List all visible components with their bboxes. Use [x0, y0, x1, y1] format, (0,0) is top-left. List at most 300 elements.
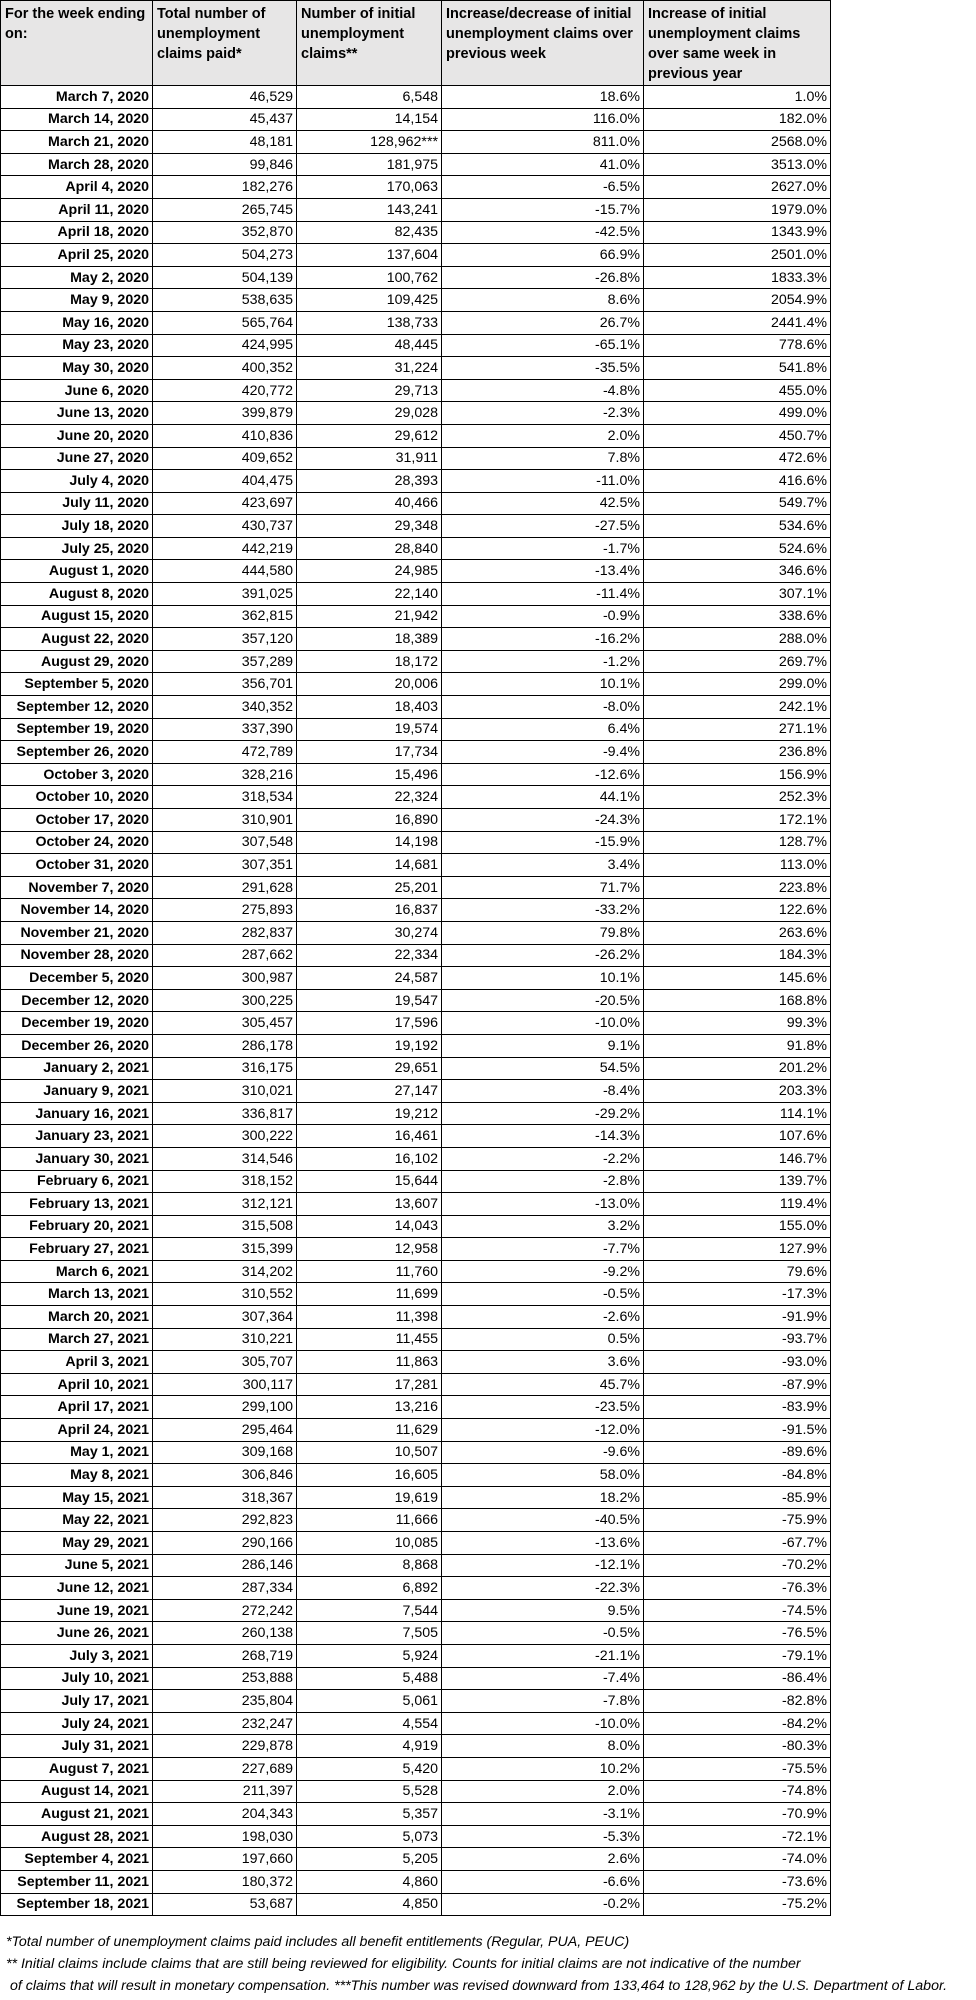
- yearly-change-cell: -17.3%: [644, 1283, 831, 1306]
- weekly-change-cell: 2.6%: [442, 1848, 644, 1871]
- week-ending-cell: August 29, 2020: [1, 650, 153, 673]
- table-row: [1, 1667, 831, 1690]
- yearly-change-cell: 524.6%: [644, 537, 831, 560]
- claims-paid-cell: 99,846: [153, 153, 297, 176]
- initial-claims-cell: 14,154: [297, 108, 442, 131]
- claims-paid-cell: 565,764: [153, 311, 297, 334]
- table-row: [1, 492, 831, 515]
- yearly-change-cell: 299.0%: [644, 673, 831, 696]
- initial-claims-cell: 15,644: [297, 1170, 442, 1193]
- initial-claims-cell: 19,574: [297, 718, 442, 741]
- weekly-change-cell: -14.3%: [442, 1125, 644, 1148]
- table-row: [1, 899, 831, 922]
- weekly-change-cell: 3.4%: [442, 854, 644, 877]
- week-ending-cell: August 15, 2020: [1, 605, 153, 628]
- claims-paid-cell: 300,222: [153, 1125, 297, 1148]
- yearly-change-cell: 91.8%: [644, 1034, 831, 1057]
- initial-claims-cell: 19,619: [297, 1486, 442, 1509]
- claims-paid-cell: 310,221: [153, 1328, 297, 1351]
- weekly-change-cell: -65.1%: [442, 334, 644, 357]
- initial-claims-cell: 170,063: [297, 176, 442, 199]
- weekly-change-cell: 8.6%: [442, 289, 644, 312]
- yearly-change-cell: -75.2%: [644, 1893, 831, 1916]
- weekly-change-cell: 3.2%: [442, 1215, 644, 1238]
- week-ending-cell: October 31, 2020: [1, 854, 153, 877]
- weekly-change-cell: -0.9%: [442, 605, 644, 628]
- header-yearly-change: Increase of initial unemployment claims over same week in previous year: [644, 1, 831, 86]
- week-ending-cell: July 3, 2021: [1, 1644, 153, 1667]
- table-row: [1, 266, 831, 289]
- week-ending-cell: August 22, 2020: [1, 628, 153, 651]
- weekly-change-cell: -4.8%: [442, 379, 644, 402]
- initial-claims-cell: 24,587: [297, 967, 442, 990]
- yearly-change-cell: -74.8%: [644, 1780, 831, 1803]
- table-row: [1, 447, 831, 470]
- weekly-change-cell: -7.4%: [442, 1667, 644, 1690]
- yearly-change-cell: -76.5%: [644, 1622, 831, 1645]
- table-row: [1, 1780, 831, 1803]
- table-row: [1, 1351, 831, 1374]
- claims-paid-cell: 275,893: [153, 899, 297, 922]
- week-ending-cell: November 28, 2020: [1, 944, 153, 967]
- claims-paid-cell: 314,202: [153, 1260, 297, 1283]
- yearly-change-cell: 236.8%: [644, 741, 831, 764]
- week-ending-cell: December 19, 2020: [1, 1012, 153, 1035]
- initial-claims-cell: 18,403: [297, 696, 442, 719]
- yearly-change-cell: 242.1%: [644, 696, 831, 719]
- weekly-change-cell: -13.4%: [442, 560, 644, 583]
- yearly-change-cell: 113.0%: [644, 854, 831, 877]
- weekly-change-cell: -11.0%: [442, 470, 644, 493]
- claims-paid-cell: 300,987: [153, 967, 297, 990]
- initial-claims-cell: 16,837: [297, 899, 442, 922]
- claims-paid-cell: 340,352: [153, 696, 297, 719]
- claims-paid-cell: 307,364: [153, 1306, 297, 1329]
- table-row: [1, 673, 831, 696]
- yearly-change-cell: -75.9%: [644, 1509, 831, 1532]
- claims-paid-cell: 391,025: [153, 583, 297, 606]
- initial-claims-cell: 28,393: [297, 470, 442, 493]
- table-row: [1, 876, 831, 899]
- table-row: [1, 1848, 831, 1871]
- yearly-change-cell: -75.5%: [644, 1757, 831, 1780]
- table-row: [1, 470, 831, 493]
- yearly-change-cell: 288.0%: [644, 628, 831, 651]
- table-row: [1, 1441, 831, 1464]
- weekly-change-cell: 18.2%: [442, 1486, 644, 1509]
- yearly-change-cell: 1343.9%: [644, 221, 831, 244]
- week-ending-cell: April 11, 2020: [1, 198, 153, 221]
- claims-paid-cell: 316,175: [153, 1057, 297, 1080]
- claims-paid-cell: 292,823: [153, 1509, 297, 1532]
- table-row: [1, 1419, 831, 1442]
- initial-claims-cell: 13,216: [297, 1396, 442, 1419]
- initial-claims-cell: 30,274: [297, 921, 442, 944]
- claims-paid-cell: 268,719: [153, 1644, 297, 1667]
- yearly-change-cell: 203.3%: [644, 1080, 831, 1103]
- week-ending-cell: April 3, 2021: [1, 1351, 153, 1374]
- claims-paid-cell: 305,707: [153, 1351, 297, 1374]
- yearly-change-cell: 1.0%: [644, 86, 831, 109]
- week-ending-cell: August 28, 2021: [1, 1825, 153, 1848]
- table-row: [1, 1193, 831, 1216]
- initial-claims-cell: 5,061: [297, 1690, 442, 1713]
- initial-claims-cell: 19,547: [297, 989, 442, 1012]
- table-row: [1, 831, 831, 854]
- weekly-change-cell: -16.2%: [442, 628, 644, 651]
- table-row: [1, 944, 831, 967]
- week-ending-cell: July 18, 2020: [1, 515, 153, 538]
- table-row: [1, 1735, 831, 1758]
- weekly-change-cell: 3.6%: [442, 1351, 644, 1374]
- initial-claims-cell: 11,863: [297, 1351, 442, 1374]
- week-ending-cell: September 11, 2021: [1, 1870, 153, 1893]
- yearly-change-cell: -82.8%: [644, 1690, 831, 1713]
- yearly-change-cell: 3513.0%: [644, 153, 831, 176]
- table-body: [1, 86, 831, 1916]
- yearly-change-cell: 252.3%: [644, 786, 831, 809]
- claims-paid-cell: 400,352: [153, 357, 297, 380]
- weekly-change-cell: 26.7%: [442, 311, 644, 334]
- week-ending-cell: September 4, 2021: [1, 1848, 153, 1871]
- week-ending-cell: June 13, 2020: [1, 402, 153, 425]
- table-row: [1, 786, 831, 809]
- claims-paid-cell: 307,548: [153, 831, 297, 854]
- week-ending-cell: November 14, 2020: [1, 899, 153, 922]
- initial-claims-cell: 48,445: [297, 334, 442, 357]
- claims-paid-cell: 46,529: [153, 86, 297, 109]
- claims-paid-cell: 198,030: [153, 1825, 297, 1848]
- weekly-change-cell: -40.5%: [442, 1509, 644, 1532]
- claims-paid-cell: 48,181: [153, 131, 297, 154]
- initial-claims-cell: 18,389: [297, 628, 442, 651]
- claims-paid-cell: 182,276: [153, 176, 297, 199]
- initial-claims-cell: 16,461: [297, 1125, 442, 1148]
- weekly-change-cell: -12.0%: [442, 1419, 644, 1442]
- yearly-change-cell: 145.6%: [644, 967, 831, 990]
- table-row: [1, 1893, 831, 1916]
- week-ending-cell: March 20, 2021: [1, 1306, 153, 1329]
- weekly-change-cell: -26.8%: [442, 266, 644, 289]
- weekly-change-cell: 42.5%: [442, 492, 644, 515]
- weekly-change-cell: -22.3%: [442, 1577, 644, 1600]
- table-row: [1, 583, 831, 606]
- header-total-claims-paid: Total number of unemployment claims paid*: [153, 1, 297, 86]
- claims-paid-cell: 504,273: [153, 244, 297, 267]
- week-ending-cell: August 21, 2021: [1, 1803, 153, 1826]
- weekly-change-cell: -0.5%: [442, 1622, 644, 1645]
- week-ending-cell: June 12, 2021: [1, 1577, 153, 1600]
- table-row: [1, 357, 831, 380]
- footnote-claims-paid: *Total number of unemployment claims paid includes all benefit entitlements (Regular, PUA, PEUC): [6, 1934, 630, 1950]
- footnote-revision-note: of claims that will result in monetary compensation. ***This number was revised downward from 133,464 to 128,962 by the U.S. Department of Labor.: [10, 1978, 948, 1994]
- initial-claims-cell: 10,507: [297, 1441, 442, 1464]
- week-ending-cell: May 15, 2021: [1, 1486, 153, 1509]
- claims-paid-cell: 318,534: [153, 786, 297, 809]
- table-row: [1, 221, 831, 244]
- yearly-change-cell: 499.0%: [644, 402, 831, 425]
- weekly-change-cell: 71.7%: [442, 876, 644, 899]
- table-row: [1, 650, 831, 673]
- week-ending-cell: October 24, 2020: [1, 831, 153, 854]
- week-ending-cell: May 22, 2021: [1, 1509, 153, 1532]
- week-ending-cell: January 16, 2021: [1, 1102, 153, 1125]
- initial-claims-cell: 19,192: [297, 1034, 442, 1057]
- header-week-ending: For the week ending on:: [1, 1, 153, 86]
- claims-paid-cell: 229,878: [153, 1735, 297, 1758]
- weekly-change-cell: 0.5%: [442, 1328, 644, 1351]
- table-row: [1, 1509, 831, 1532]
- week-ending-cell: March 27, 2021: [1, 1328, 153, 1351]
- initial-claims-cell: 21,942: [297, 605, 442, 628]
- initial-claims-cell: 29,713: [297, 379, 442, 402]
- yearly-change-cell: 549.7%: [644, 492, 831, 515]
- initial-claims-cell: 5,488: [297, 1667, 442, 1690]
- week-ending-cell: April 24, 2021: [1, 1419, 153, 1442]
- table-row: [1, 1712, 831, 1735]
- weekly-change-cell: -7.7%: [442, 1238, 644, 1261]
- claims-paid-cell: 424,995: [153, 334, 297, 357]
- table-row: [1, 1599, 831, 1622]
- yearly-change-cell: 338.6%: [644, 605, 831, 628]
- initial-claims-cell: 5,420: [297, 1757, 442, 1780]
- weekly-change-cell: 9.5%: [442, 1599, 644, 1622]
- weekly-change-cell: -13.0%: [442, 1193, 644, 1216]
- yearly-change-cell: -91.5%: [644, 1419, 831, 1442]
- weekly-change-cell: 54.5%: [442, 1057, 644, 1080]
- week-ending-cell: July 24, 2021: [1, 1712, 153, 1735]
- claims-paid-cell: 306,846: [153, 1464, 297, 1487]
- week-ending-cell: May 23, 2020: [1, 334, 153, 357]
- table-row: [1, 1215, 831, 1238]
- week-ending-cell: November 7, 2020: [1, 876, 153, 899]
- claims-paid-cell: 290,166: [153, 1532, 297, 1555]
- initial-claims-cell: 7,505: [297, 1622, 442, 1645]
- claims-paid-cell: 286,178: [153, 1034, 297, 1057]
- yearly-change-cell: 2441.4%: [644, 311, 831, 334]
- initial-claims-cell: 31,911: [297, 447, 442, 470]
- table-row: [1, 289, 831, 312]
- yearly-change-cell: 107.6%: [644, 1125, 831, 1148]
- table-row: [1, 921, 831, 944]
- weekly-change-cell: 66.9%: [442, 244, 644, 267]
- weekly-change-cell: -1.2%: [442, 650, 644, 673]
- initial-claims-cell: 11,455: [297, 1328, 442, 1351]
- table-row: [1, 402, 831, 425]
- initial-claims-cell: 18,172: [297, 650, 442, 673]
- yearly-change-cell: 307.1%: [644, 583, 831, 606]
- week-ending-cell: September 19, 2020: [1, 718, 153, 741]
- yearly-change-cell: -87.9%: [644, 1373, 831, 1396]
- initial-claims-cell: 7,544: [297, 1599, 442, 1622]
- weekly-change-cell: -33.2%: [442, 899, 644, 922]
- yearly-change-cell: 541.8%: [644, 357, 831, 380]
- week-ending-cell: May 2, 2020: [1, 266, 153, 289]
- initial-claims-cell: 29,612: [297, 424, 442, 447]
- claims-paid-cell: 423,697: [153, 492, 297, 515]
- yearly-change-cell: 139.7%: [644, 1170, 831, 1193]
- claims-paid-cell: 227,689: [153, 1757, 297, 1780]
- weekly-change-cell: -23.5%: [442, 1396, 644, 1419]
- yearly-change-cell: -93.7%: [644, 1328, 831, 1351]
- claims-paid-cell: 211,397: [153, 1780, 297, 1803]
- initial-claims-cell: 5,924: [297, 1644, 442, 1667]
- week-ending-cell: June 19, 2021: [1, 1599, 153, 1622]
- table-row: [1, 605, 831, 628]
- table-row: [1, 1622, 831, 1645]
- table-row: [1, 1102, 831, 1125]
- initial-claims-cell: 181,975: [297, 153, 442, 176]
- table-row: [1, 1057, 831, 1080]
- claims-paid-cell: 337,390: [153, 718, 297, 741]
- claims-paid-cell: 253,888: [153, 1667, 297, 1690]
- week-ending-cell: June 6, 2020: [1, 379, 153, 402]
- yearly-change-cell: -84.2%: [644, 1712, 831, 1735]
- weekly-change-cell: -26.2%: [442, 944, 644, 967]
- weekly-change-cell: 18.6%: [442, 86, 644, 109]
- table-row: [1, 379, 831, 402]
- claims-paid-cell: 318,367: [153, 1486, 297, 1509]
- yearly-change-cell: 271.1%: [644, 718, 831, 741]
- week-ending-cell: March 7, 2020: [1, 86, 153, 109]
- initial-claims-cell: 22,140: [297, 583, 442, 606]
- yearly-change-cell: 122.6%: [644, 899, 831, 922]
- yearly-change-cell: -70.2%: [644, 1554, 831, 1577]
- initial-claims-cell: 128,962***: [297, 131, 442, 154]
- claims-paid-cell: 310,552: [153, 1283, 297, 1306]
- table-row: [1, 628, 831, 651]
- table-row: [1, 1170, 831, 1193]
- initial-claims-cell: 17,734: [297, 741, 442, 764]
- weekly-change-cell: -9.4%: [442, 741, 644, 764]
- yearly-change-cell: 155.0%: [644, 1215, 831, 1238]
- initial-claims-cell: 16,605: [297, 1464, 442, 1487]
- table-row: [1, 1803, 831, 1826]
- table-row: [1, 176, 831, 199]
- table-row: [1, 334, 831, 357]
- weekly-change-cell: -3.1%: [442, 1803, 644, 1826]
- claims-paid-cell: 328,216: [153, 763, 297, 786]
- week-ending-cell: August 7, 2021: [1, 1757, 153, 1780]
- weekly-change-cell: -15.9%: [442, 831, 644, 854]
- initial-claims-cell: 6,892: [297, 1577, 442, 1600]
- claims-paid-cell: 315,508: [153, 1215, 297, 1238]
- claims-paid-cell: 300,117: [153, 1373, 297, 1396]
- weekly-change-cell: -2.6%: [442, 1306, 644, 1329]
- claims-paid-cell: 410,836: [153, 424, 297, 447]
- initial-claims-cell: 5,528: [297, 1780, 442, 1803]
- initial-claims-cell: 11,760: [297, 1260, 442, 1283]
- claims-paid-cell: 318,152: [153, 1170, 297, 1193]
- yearly-change-cell: -79.1%: [644, 1644, 831, 1667]
- yearly-change-cell: 119.4%: [644, 1193, 831, 1216]
- week-ending-cell: September 12, 2020: [1, 696, 153, 719]
- claims-paid-cell: 286,146: [153, 1554, 297, 1577]
- table-row: [1, 696, 831, 719]
- initial-claims-cell: 4,860: [297, 1870, 442, 1893]
- initial-claims-cell: 100,762: [297, 266, 442, 289]
- claims-paid-cell: 272,242: [153, 1599, 297, 1622]
- initial-claims-cell: 29,651: [297, 1057, 442, 1080]
- table-row: [1, 537, 831, 560]
- claims-paid-cell: 315,399: [153, 1238, 297, 1261]
- week-ending-cell: August 14, 2021: [1, 1780, 153, 1803]
- yearly-change-cell: 114.1%: [644, 1102, 831, 1125]
- claims-paid-cell: 420,772: [153, 379, 297, 402]
- claims-paid-cell: 357,289: [153, 650, 297, 673]
- yearly-change-cell: -72.1%: [644, 1825, 831, 1848]
- yearly-change-cell: -70.9%: [644, 1803, 831, 1826]
- week-ending-cell: May 9, 2020: [1, 289, 153, 312]
- table-row: [1, 741, 831, 764]
- claims-paid-cell: 538,635: [153, 289, 297, 312]
- table-row: [1, 1532, 831, 1555]
- claims-paid-cell: 444,580: [153, 560, 297, 583]
- weekly-change-cell: -2.8%: [442, 1170, 644, 1193]
- initial-claims-cell: 11,666: [297, 1509, 442, 1532]
- week-ending-cell: June 5, 2021: [1, 1554, 153, 1577]
- week-ending-cell: April 25, 2020: [1, 244, 153, 267]
- yearly-change-cell: 534.6%: [644, 515, 831, 538]
- yearly-change-cell: 182.0%: [644, 108, 831, 131]
- initial-claims-cell: 138,733: [297, 311, 442, 334]
- claims-paid-cell: 399,879: [153, 402, 297, 425]
- initial-claims-cell: 6,548: [297, 86, 442, 109]
- yearly-change-cell: 127.9%: [644, 1238, 831, 1261]
- initial-claims-cell: 5,357: [297, 1803, 442, 1826]
- table-row: [1, 86, 831, 109]
- week-ending-cell: May 8, 2021: [1, 1464, 153, 1487]
- table-row: [1, 718, 831, 741]
- initial-claims-cell: 4,919: [297, 1735, 442, 1758]
- weekly-change-cell: -15.7%: [442, 198, 644, 221]
- week-ending-cell: March 6, 2021: [1, 1260, 153, 1283]
- weekly-change-cell: -9.6%: [442, 1441, 644, 1464]
- weekly-change-cell: -6.6%: [442, 1870, 644, 1893]
- claims-paid-cell: 472,789: [153, 741, 297, 764]
- table-row: [1, 1034, 831, 1057]
- weekly-change-cell: -10.0%: [442, 1712, 644, 1735]
- claims-paid-cell: 356,701: [153, 673, 297, 696]
- weekly-change-cell: -12.1%: [442, 1554, 644, 1577]
- footnote-initial-claims: ** Initial claims include claims that are still being reviewed for eligibility. Counts for initial claims are not indicative of the number: [6, 1956, 801, 1972]
- weekly-change-cell: 41.0%: [442, 153, 644, 176]
- claims-paid-cell: 287,662: [153, 944, 297, 967]
- initial-claims-cell: 19,212: [297, 1102, 442, 1125]
- weekly-change-cell: -13.6%: [442, 1532, 644, 1555]
- claims-paid-cell: 310,021: [153, 1080, 297, 1103]
- table-row: [1, 1825, 831, 1848]
- yearly-change-cell: 201.2%: [644, 1057, 831, 1080]
- claims-paid-cell: 295,464: [153, 1419, 297, 1442]
- yearly-change-cell: 2501.0%: [644, 244, 831, 267]
- weekly-change-cell: 7.8%: [442, 447, 644, 470]
- initial-claims-cell: 14,681: [297, 854, 442, 877]
- claims-paid-cell: 430,737: [153, 515, 297, 538]
- week-ending-cell: March 21, 2020: [1, 131, 153, 154]
- claims-paid-cell: 299,100: [153, 1396, 297, 1419]
- table-row: [1, 1577, 831, 1600]
- week-ending-cell: March 14, 2020: [1, 108, 153, 131]
- week-ending-cell: October 10, 2020: [1, 786, 153, 809]
- claims-paid-cell: 362,815: [153, 605, 297, 628]
- table-row: [1, 1012, 831, 1035]
- week-ending-cell: February 20, 2021: [1, 1215, 153, 1238]
- week-ending-cell: March 13, 2021: [1, 1283, 153, 1306]
- yearly-change-cell: 128.7%: [644, 831, 831, 854]
- yearly-change-cell: 269.7%: [644, 650, 831, 673]
- weekly-change-cell: -2.2%: [442, 1147, 644, 1170]
